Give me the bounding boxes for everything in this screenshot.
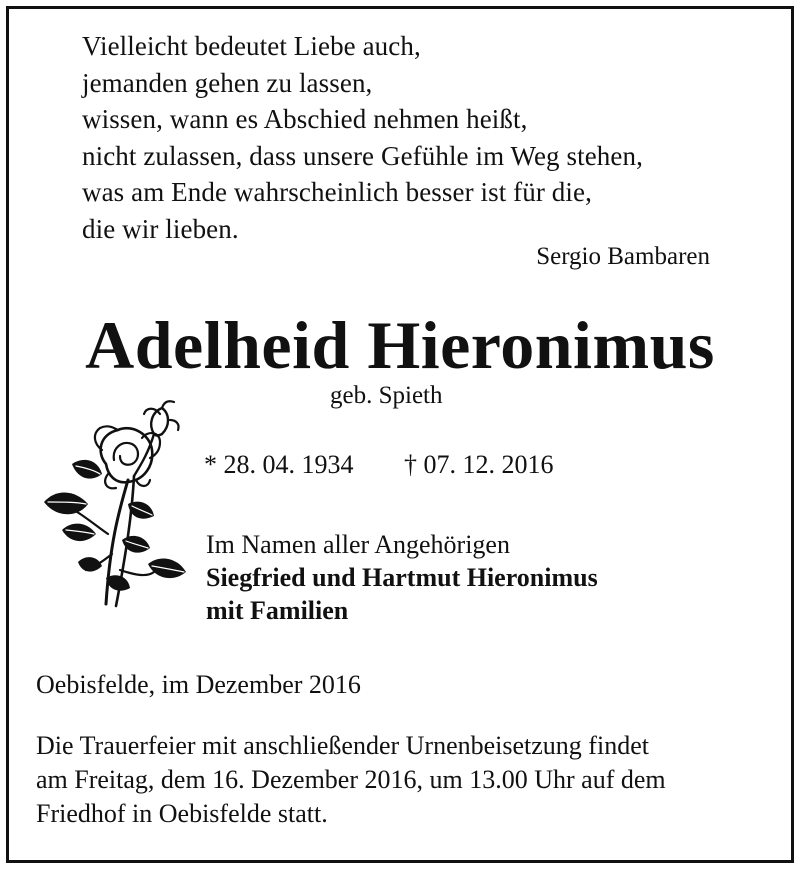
poem-line: nicht zulassen, dass unsere Gefühle im Weg stehen, (82, 140, 643, 171)
mourners-intro: Im Namen aller Angehörigen (206, 530, 510, 559)
poem-line: wissen, wann es Abschied nehmen heißt, (82, 104, 528, 134)
mourners-names: Siegfried und Hartmut Hieronimus (206, 563, 598, 592)
life-dates (204, 450, 554, 480)
ceremony-line: am Freitag, dem 16. Dezember 2016, um 13.00 Uhr auf dem (36, 765, 666, 794)
deceased-name: Adelheid Hieronimus (85, 307, 715, 383)
poem-author: Sergio Bambaren (536, 243, 710, 270)
birth-date: * 28. 04. 1934 (204, 450, 354, 479)
ceremony-line: Friedhof in Oebisfelde statt. (36, 799, 328, 828)
ceremony-line: Die Trauerfeier mit anschließender Urnenbeisetzung findet (36, 731, 649, 760)
poem-line: die wir lieben. (82, 213, 239, 244)
mourners (206, 528, 598, 627)
birth-name: geb. Spieth (330, 382, 443, 409)
place-date: Oebisfelde, im Dezember 2016 (36, 670, 361, 699)
mourners-suffix: mit Familien (206, 596, 349, 625)
rose-icon (36, 394, 206, 610)
poem-line: Vielleicht bedeutet Liebe auch, (82, 31, 421, 61)
ceremony-info (36, 729, 771, 831)
poem-line: jemanden gehen zu lassen, (82, 67, 373, 98)
poem (82, 28, 643, 247)
poem-line: was am Ende wahrscheinlich besser ist für die, (82, 177, 592, 207)
death-date: † 07. 12. 2016 (404, 450, 554, 479)
